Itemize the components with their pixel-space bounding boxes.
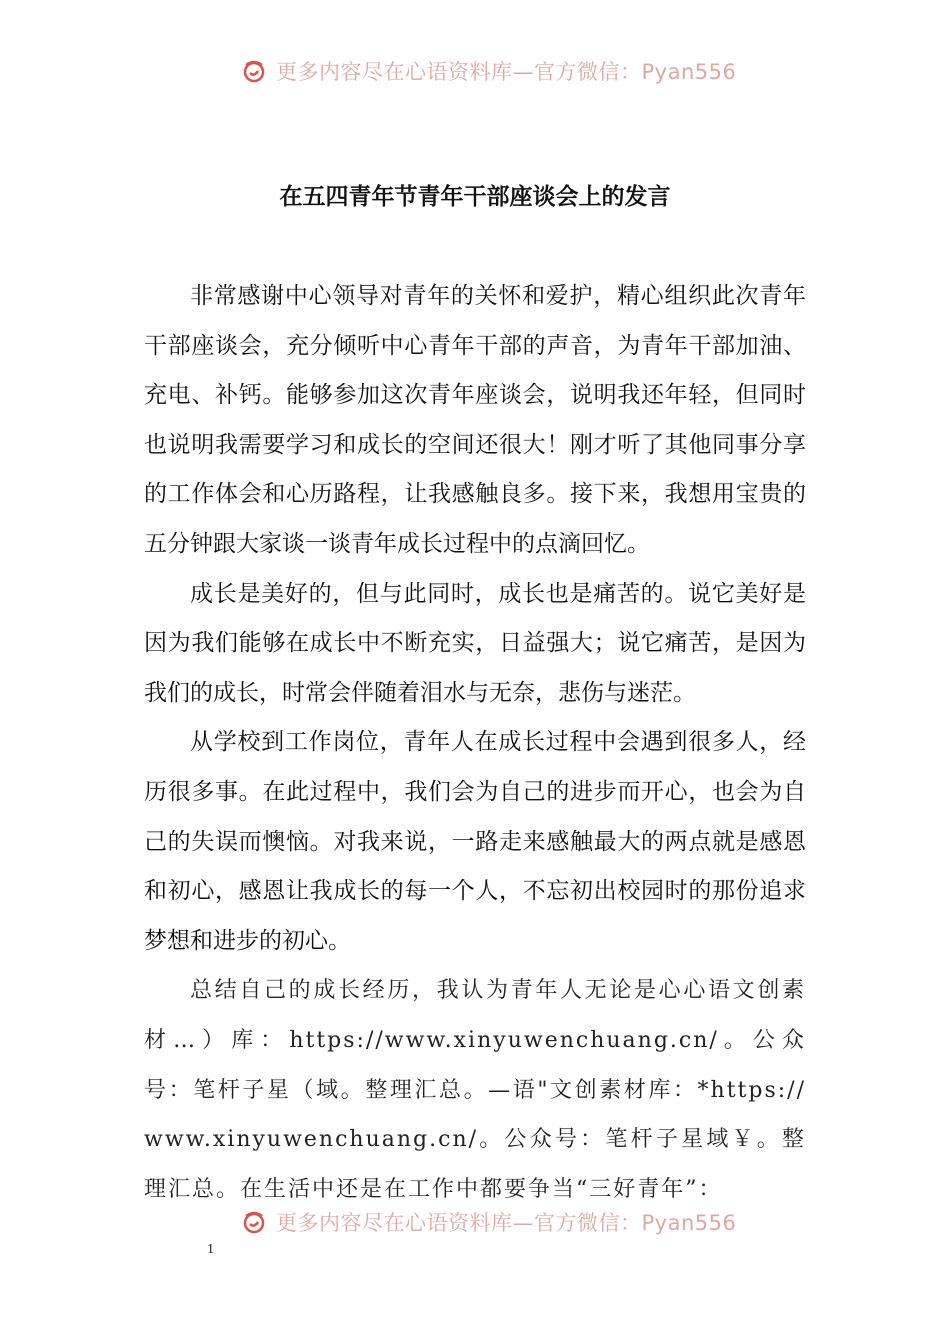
swirl-logo-icon: [240, 57, 268, 85]
paragraph-4: 总结自己的成长经历，我认为青年人无论是心心语文创素材…）库：https://www.xinyuwenchuang.cn/。公众号：笔杆子星（域。整理汇总。—语"文创素材库：*https://www.xinyuwenchuang.cn/。公众号：笔杆子星域￥。整理汇总。在生活中还是在工作中都要争当“三好青年”：: [144, 978, 806, 1202]
watermark-text: 更多内容尽在心语资料库—官方微信：Pyan556: [276, 1211, 737, 1235]
watermark-text: 更多内容尽在心语资料库—官方微信：Pyan556: [276, 60, 737, 84]
paragraph-1: 非常感谢中心领导对青年的关怀和爱护，精心组织此次青年干部座谈会，充分倾听中心青年干部的声音，为青年干部加油、充电、补钙。能够参加这次青年座谈会，说明我还年轻，但同时也说明我需要学习和成长的空间还很大！刚才听了其他同事分享的工作体会和心历路程，让我感触良多。接下来，我想用宝贵的五分钟跟大家谈一谈青年成长过程中的点滴回忆。: [144, 283, 806, 557]
document-body: [144, 272, 806, 1214]
header-watermark: [240, 56, 736, 86]
paragraph-3: 从学校到工作岗位，青年人在成长过程中会遇到很多人，经历很多事。在此过程中，我们会为自己的进步而开心，也会为自己的失误而懊恼。对我来说，一路走来感触最大的两点就是感恩和初心，感恩让我成长的每一个人，不忘初出校园时的那份追求梦想和进步的初心。: [144, 729, 806, 954]
document-title: 在五四青年节青年干部座谈会上的发言: [279, 184, 671, 210]
footer-watermark: [240, 1207, 736, 1237]
paragraph-2: 成长是美好的，但与此同时，成长也是痛苦的。说它美好是因为我们能够在成长中不断充实，日益强大；说它痛苦，是因为我们的成长，时常会伴随着泪水与无奈，悲伤与迷茫。: [144, 580, 806, 706]
swirl-logo-icon: [240, 1208, 268, 1236]
page-number: 1: [207, 1242, 214, 1257]
